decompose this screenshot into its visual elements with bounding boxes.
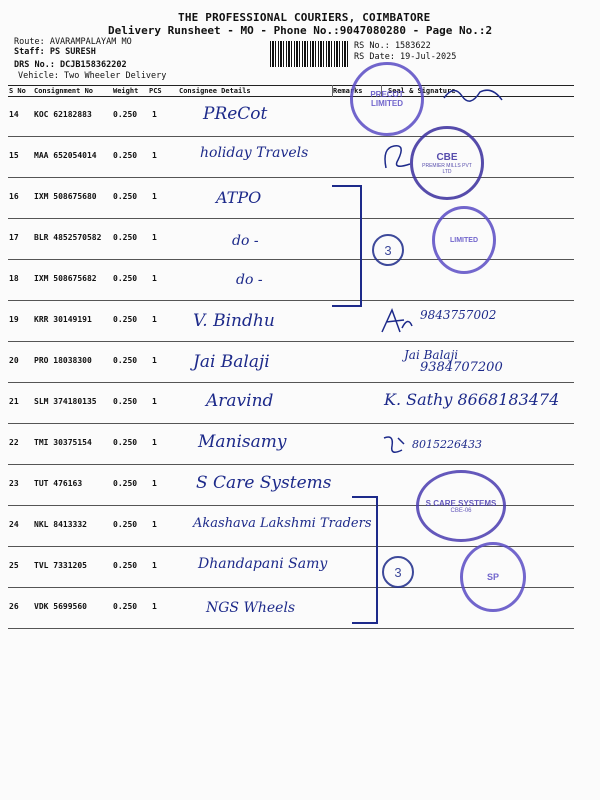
cbe-stamp: CBE PREMIER MILLS PVT LTD xyxy=(410,126,484,200)
signature-mark-row-22 xyxy=(380,432,410,458)
consignee-handwriting: Jai Balaji xyxy=(193,352,270,372)
row-sno: 24 xyxy=(9,520,19,529)
row-consignment: PRO 18038300 xyxy=(34,356,92,365)
barcode xyxy=(270,41,348,67)
row-consignment: BLR 4852570582 xyxy=(34,233,102,242)
consignee-handwriting: Manisamy xyxy=(198,432,287,452)
row-pcs: 1 xyxy=(152,233,157,242)
row-sno: 14 xyxy=(9,110,19,119)
row-consignment: SLM 374180135 xyxy=(34,397,97,406)
group-bracket-bottom xyxy=(352,496,378,624)
sign-name-row-20: Jai Balaji xyxy=(404,348,459,362)
row-sno: 26 xyxy=(9,602,19,611)
row-consignment: TMI 30375154 xyxy=(34,438,92,447)
consignee-handwriting: S Care Systems xyxy=(196,473,332,493)
row-sno: 21 xyxy=(9,397,19,406)
consignee-handwriting: Dhandapani Samy xyxy=(198,556,328,572)
row-consignment: IXM 508675682 xyxy=(34,274,97,283)
consignee-handwriting: PReCot xyxy=(203,104,268,124)
row-weight: 0.250 xyxy=(113,520,138,529)
consignee-handwriting: Aravind xyxy=(206,391,274,411)
phone-row-20: 9384707200 xyxy=(420,360,503,375)
row-sno: 20 xyxy=(9,356,19,365)
row-sno: 22 xyxy=(9,438,19,447)
staff-text: Staff: PS SURESH xyxy=(14,47,96,57)
phone-row-19: 9843757002 xyxy=(420,308,497,322)
row-consignment: KRR 30149191 xyxy=(34,315,92,324)
row-weight: 0.250 xyxy=(113,397,138,406)
route-text: Route: AVARAMPALAYAM MO xyxy=(14,37,132,47)
row-pcs: 1 xyxy=(152,602,157,611)
consignee-handwriting: holiday Travels xyxy=(200,145,309,161)
row-weight: 0.250 xyxy=(113,110,138,119)
signature-row-21: K. Sathy 8668183474 xyxy=(384,390,560,409)
consignee-handwriting: ATPO xyxy=(216,188,262,207)
table-row xyxy=(8,137,574,178)
row-sno: 16 xyxy=(9,192,19,201)
col-seal: Seal & Signature xyxy=(388,87,456,95)
consignee-handwriting: do - xyxy=(232,233,259,249)
scare-systems-stamp: S CARE SYSTEMS CBE-06 xyxy=(416,470,506,542)
row-weight: 0.250 xyxy=(113,315,138,324)
consignee-handwriting: Akashava Lakshmi Traders xyxy=(193,516,372,531)
row-pcs: 1 xyxy=(152,110,157,119)
signature-row-14 xyxy=(440,82,510,104)
col-consignee: Consignee Details xyxy=(179,87,251,95)
row-pcs: 1 xyxy=(152,356,157,365)
col-consignment: Consignment No xyxy=(34,87,94,95)
row-weight: 0.250 xyxy=(113,561,138,570)
row-sno: 19 xyxy=(9,315,19,324)
table-row xyxy=(8,424,574,465)
vehicle-text: Vehicle: Two Wheeler Delivery xyxy=(18,71,167,81)
row-consignment: MAA 652054014 xyxy=(34,151,97,160)
consignee-handwriting: V. Bindhu xyxy=(193,311,275,331)
row-consignment: NKL 8413332 xyxy=(34,520,87,529)
row-sno: 15 xyxy=(9,151,19,160)
row-pcs: 1 xyxy=(152,397,157,406)
row-pcs: 1 xyxy=(152,274,157,283)
row-weight: 0.250 xyxy=(113,151,138,160)
signature-row-19 xyxy=(376,306,416,336)
row-weight: 0.250 xyxy=(113,356,138,365)
col-remarks: Remarks xyxy=(333,87,363,95)
row-consignment: IXM 508675680 xyxy=(34,192,97,201)
last-stamp: SP xyxy=(460,542,526,612)
col-pcs: PCS xyxy=(149,87,162,95)
row-pcs: 1 xyxy=(152,192,157,201)
runsheet-title: Delivery Runsheet - MO - Phone No.:9047080280 - Page No.:2 xyxy=(108,24,493,37)
consignee-handwriting: do - xyxy=(236,272,263,288)
row-weight: 0.250 xyxy=(113,274,138,283)
count-circle-top: 3 xyxy=(372,234,404,266)
row-consignment: TUT 476163 xyxy=(34,479,83,488)
row-sno: 17 xyxy=(9,233,19,242)
row-consignment: TVL 7331205 xyxy=(34,561,87,570)
count-circle-bottom: 3 xyxy=(382,556,414,588)
row-pcs: 1 xyxy=(152,520,157,529)
row-sno: 23 xyxy=(9,479,19,488)
rs-number: RS No.: 1583622 xyxy=(354,41,431,51)
table-row xyxy=(8,178,574,219)
row-pcs: 1 xyxy=(152,479,157,488)
col-sno: S No xyxy=(9,87,26,95)
row-weight: 0.250 xyxy=(113,438,138,447)
table-row xyxy=(8,260,574,301)
phone-row-22: 8015226433 xyxy=(412,438,482,451)
group-bracket-top xyxy=(332,185,362,307)
row-consignment: KOC 62182883 xyxy=(34,110,92,119)
row-sno: 25 xyxy=(9,561,19,570)
rs-date: RS Date: 19-Jul-2025 xyxy=(354,52,457,62)
company-name: THE PROFESSIONAL COURIERS, COIMBATORE xyxy=(178,11,431,24)
row-weight: 0.250 xyxy=(113,233,138,242)
row-weight: 0.250 xyxy=(113,479,138,488)
row-weight: 0.250 xyxy=(113,602,138,611)
drs-number: DRS No.: DCJB158362202 xyxy=(14,60,127,70)
row-pcs: 1 xyxy=(152,561,157,570)
limited-stamp: LIMITED xyxy=(432,206,496,274)
row-weight: 0.250 xyxy=(113,192,138,201)
row-consignment: VDK 5699560 xyxy=(34,602,87,611)
row-pcs: 1 xyxy=(152,438,157,447)
precot-stamp: PRECOT LIMITED xyxy=(350,62,424,136)
col-weight: Weight xyxy=(113,87,139,95)
consignee-handwriting: NGS Wheels xyxy=(206,600,296,616)
row-pcs: 1 xyxy=(152,315,157,324)
row-sno: 18 xyxy=(9,274,19,283)
row-pcs: 1 xyxy=(152,151,157,160)
